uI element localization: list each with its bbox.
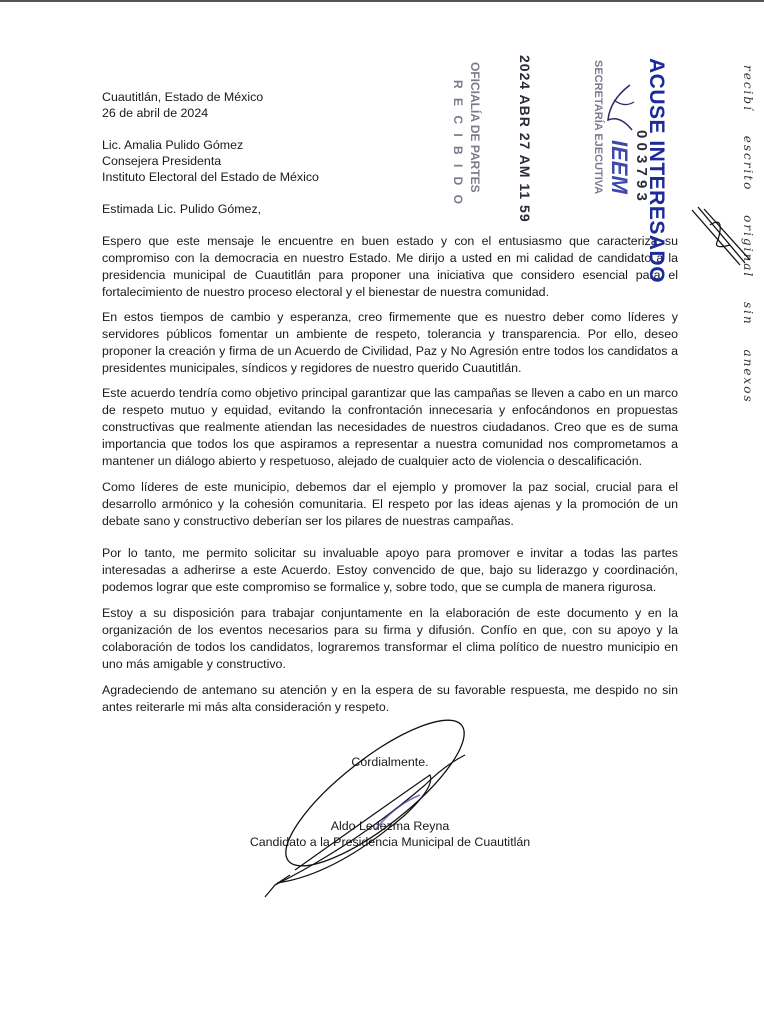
paragraph-text: Como líderes de este municipio, debemos dar el ejemplo y promover la paz social, crucial para el desarrollo armónico y la cohesión comunitaria. El respeto por las ideas ajenas y la promoción de un debate sano y constructivo deberían ser los pilares de nuestras campañas. (102, 480, 678, 528)
stamp-hand-logo-icon (600, 80, 640, 140)
handwritten-note: recibí escrito original sin anexos (741, 65, 755, 404)
letter-date: 26 de abril de 2024 (102, 106, 209, 120)
stamp-folio: 0 0 3 7 9 3 (633, 130, 650, 201)
signer-title: Candidato a la Presidencia Municipal de Cuautitlán (249, 835, 531, 849)
stamp-department: SECRETARÍA EJECUTIVA (592, 60, 604, 195)
paragraph-text: Agradeciendo de antemano su atención y en la espera de su favorable respuesta, me despido no sin antes reiterarle mi más alta consideración y respeto. (102, 683, 678, 714)
body-paragraph-3 (102, 385, 678, 470)
recipient-name: Lic. Amalia Pulido Gómez (102, 138, 244, 152)
paragraph-text: Estoy a su disposición para trabajar conjuntamente en la elaboración de este documento y en la organización de los eventos necesarios para su firma y difusión. Confío en que, con su apoyo y la colaboración de todos los candidatos, lograremos transformar el clima político de nuestro municipio en uno más amigable y constructivo. (102, 606, 678, 671)
closing: Cordialmente. (351, 755, 429, 769)
stamp-logo: IEEM (607, 140, 632, 194)
stamp-received: R E C I B I D O (451, 80, 465, 208)
body-paragraph-7 (102, 682, 678, 716)
body-paragraph-1 (102, 233, 678, 301)
signature-icon (255, 725, 485, 900)
paragraph-text: En estos tiempos de cambio y esperanza, creo firmemente que es nuestro deber como líderes y servidores públicos fomentar un ambiente de respeto, tolerancia y transparencia. Por ello, deseo proponer la creación y firma de un Acuerdo de Civilidad, Paz y No Agresión entre todos los candidatos a presidentes municipales, síndicos y regidores de nuestro querido Cuautitlán. (102, 310, 678, 375)
body-paragraph-6 (102, 605, 678, 673)
body-paragraph-4 (102, 479, 678, 530)
recipient-org: Instituto Electoral del Estado de México (102, 170, 319, 184)
stamp-title: ACUSE INTERESADO (645, 58, 668, 284)
letter-place: Cuautitlán, Estado de México (102, 90, 264, 104)
top-border (0, 0, 764, 2)
body-paragraph-5 (102, 545, 678, 596)
signer-name: Aldo Ledezma Reyna (330, 819, 450, 833)
stamp-received-datetime: 2024 ABR 27 AM 11 59 (517, 55, 533, 223)
salutation: Estimada Lic. Pulido Gómez, (102, 202, 262, 216)
paragraph-text: Este acuerdo tendría como objetivo principal garantizar que las campañas se lleven a cabo en un marco de respeto mutuo y equidad, evitando la confrontación innecesaria y enfocándonos en propuestas constructivas que realmente atiendan las necesidades de nuestros ciudadanos. Creo que es de suma importancia que todos los que aspiramos a representar a nuestra comunidad nos comprometamos a mantener un diálogo abierto y respetuoso, alejado de cualquier acto de violencia o descalificación. (102, 386, 678, 468)
recipient-role: Consejera Presidenta (102, 154, 222, 168)
body-paragraph-2 (102, 309, 678, 377)
stamp-office: OFICIALÍA DE PARTES (468, 62, 482, 193)
paragraph-text: Espero que este mensaje le encuentre en buen estado y con el entusiasmo que caracteriza su compromiso con la democracia en nuestro Estado. Me dirijo a usted en mi calidad de candidato a la presidencia municipal de Cuautitlán para proponer una iniciativa que considero esencial para el fortalecimiento de nuestro proceso electoral y el bienestar de nuestra comunidad. (102, 234, 678, 299)
margin-signature-icon (690, 205, 755, 275)
paragraph-text: Por lo tanto, me permito solicitar su invaluable apoyo para promover e invitar a todas las partes interesadas a adherirse a este Acuerdo. Estoy convencido de que, bajo su liderazgo y coordinación, podemos lograr que este compromiso se formalice y, sobre todo, que se cumpla de manera rigurosa. (102, 546, 678, 594)
